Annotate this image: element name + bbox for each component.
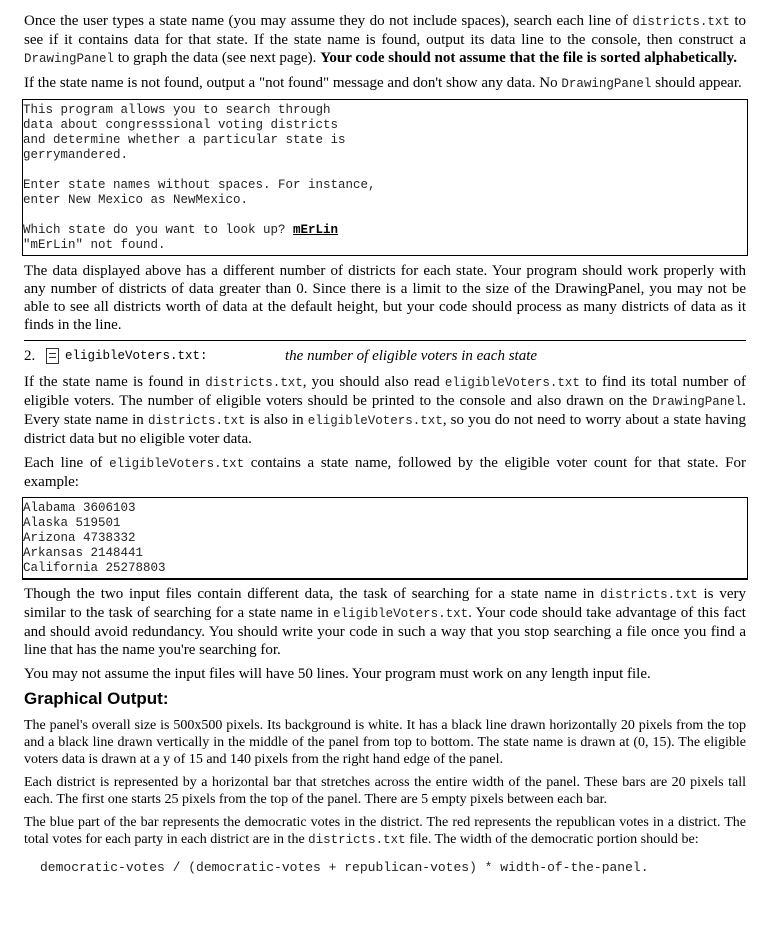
heading-graphical-output: Graphical Output:: [24, 689, 169, 708]
voters-file-example-box: [22, 497, 748, 579]
voters-file-line: Alaska 519501: [23, 516, 121, 530]
bold-note: Your code should not assume that the file is sorted alphabetically.: [320, 50, 738, 66]
code-drawingpanel: DrawingPanel: [561, 77, 652, 91]
document-page: [24, 12, 746, 877]
code-drawingpanel: DrawingPanel: [24, 52, 115, 66]
formula-democratic-width: democratic-votes / (democratic-votes + republican-votes) * width-of-the-panel.: [40, 860, 649, 875]
paragraph-district-bars: Each district is represented by a horizontal bar that stretches across the entire width of the panel. These bars are 20 pixels tall each. The first one starts 25 pixels from the top of the panel. There are 5 empty pixels between each bar.: [24, 775, 746, 807]
console-prompt-line: Which state do you want to look up? mErLin: [23, 223, 339, 237]
paragraph-not-found: If the state name is not found, output a "not found" message and don't show any data. No DrawingPanel should appear.: [24, 75, 742, 91]
paragraph-panel-size: The panel's overall size is 500x500 pixels. Its background is white. It has a black line drawn horizontally 20 pixels from the top and a black line drawn vertically in the middle of the panel from top to bottom. The state name is drawn at (0, 15). The eligible voters data is drawn at a y of 15 and 140 pixels from the right hand edge of the panel.: [24, 718, 746, 767]
paragraph-bar-colors: The blue part of the bar represents the democratic votes in the district. The red represents the republican votes in a district. The total votes for each party in each district are in the districts.txt file. The width of the democratic portion should be:: [24, 815, 746, 847]
text-file-icon: [46, 348, 59, 364]
console-user-input: mErLin: [293, 223, 339, 237]
voters-file-line: Arkansas 2148441: [23, 546, 144, 560]
voters-file-line: Alabama 3606103: [23, 501, 136, 515]
console-line: enter New Mexico as NewMexico.: [23, 193, 249, 207]
console-line: and determine whether a particular state is: [23, 133, 346, 147]
paragraph-search-instructions: Once the user types a state name (you may assume they do not include spaces), search each line of districts.txt to see if it contains data for that state. If the state name is found, output its data line to the console, then construct a DrawingPanel to graph the data (see next page). Your code should not assume that the file is sorted alphabetically.: [24, 13, 746, 66]
voters-file-line: Arizona 4738332: [23, 531, 136, 545]
paragraph-file-length: You may not assume the input files will have 50 lines. Your program must work on any length input file.: [24, 666, 651, 682]
paragraph-redundancy: Though the two input files contain different data, the task of searching for a state name in districts.txt is very similar to the task of searching for a state name in eligibleVoters.txt. Your code should take advantage of this fact and should avoid redundancy. You should write your code in such a way that you stop searching a file once you find a line that has the name you're searching for.: [24, 586, 746, 658]
section-description: the number of eligible voters in each state: [285, 348, 538, 364]
console-line: This program allows you to search through: [23, 103, 331, 117]
voters-file-line: California 25278803: [23, 561, 166, 575]
console-result-line: "mErLin" not found.: [23, 238, 166, 252]
console-line: data about congresssional voting districts: [23, 118, 339, 132]
section-filename: eligibleVoters.txt:: [65, 349, 208, 363]
paragraph-eligible-voters: If the state name is found in districts.txt, you should also read eligibleVoters.txt to find its total number of eligible voters. The number of eligible voters should be printed to the console and also drawn on the DrawingPanel. Every state name in districts.txt is also in eligibleVoters.txt, so you do not need to worry about a state having district data but no eligible voter data.: [24, 374, 746, 447]
console-line: gerrymandered.: [23, 148, 129, 162]
console-output-box: [22, 99, 748, 256]
section-heading-eligible-voters: [24, 340, 746, 365]
code-districts-file: districts.txt: [632, 15, 730, 29]
paragraph-file-format: Each line of eligibleVoters.txt contains a state name, followed by the eligible voter count for that state. For example:: [24, 455, 747, 490]
paragraph-district-count: The data displayed above has a different number of districts for each state. Your program should work properly with any number of districts of data greater than 0. Since there is a limit to the size of the DrawingPanel, you may not be able to see all districts worth of data at the default height, but your code should process as many districts of data as it finds in the line.: [24, 263, 746, 333]
console-line: Enter state names without spaces. For instance,: [23, 178, 376, 192]
section-number: 2.: [24, 348, 36, 364]
